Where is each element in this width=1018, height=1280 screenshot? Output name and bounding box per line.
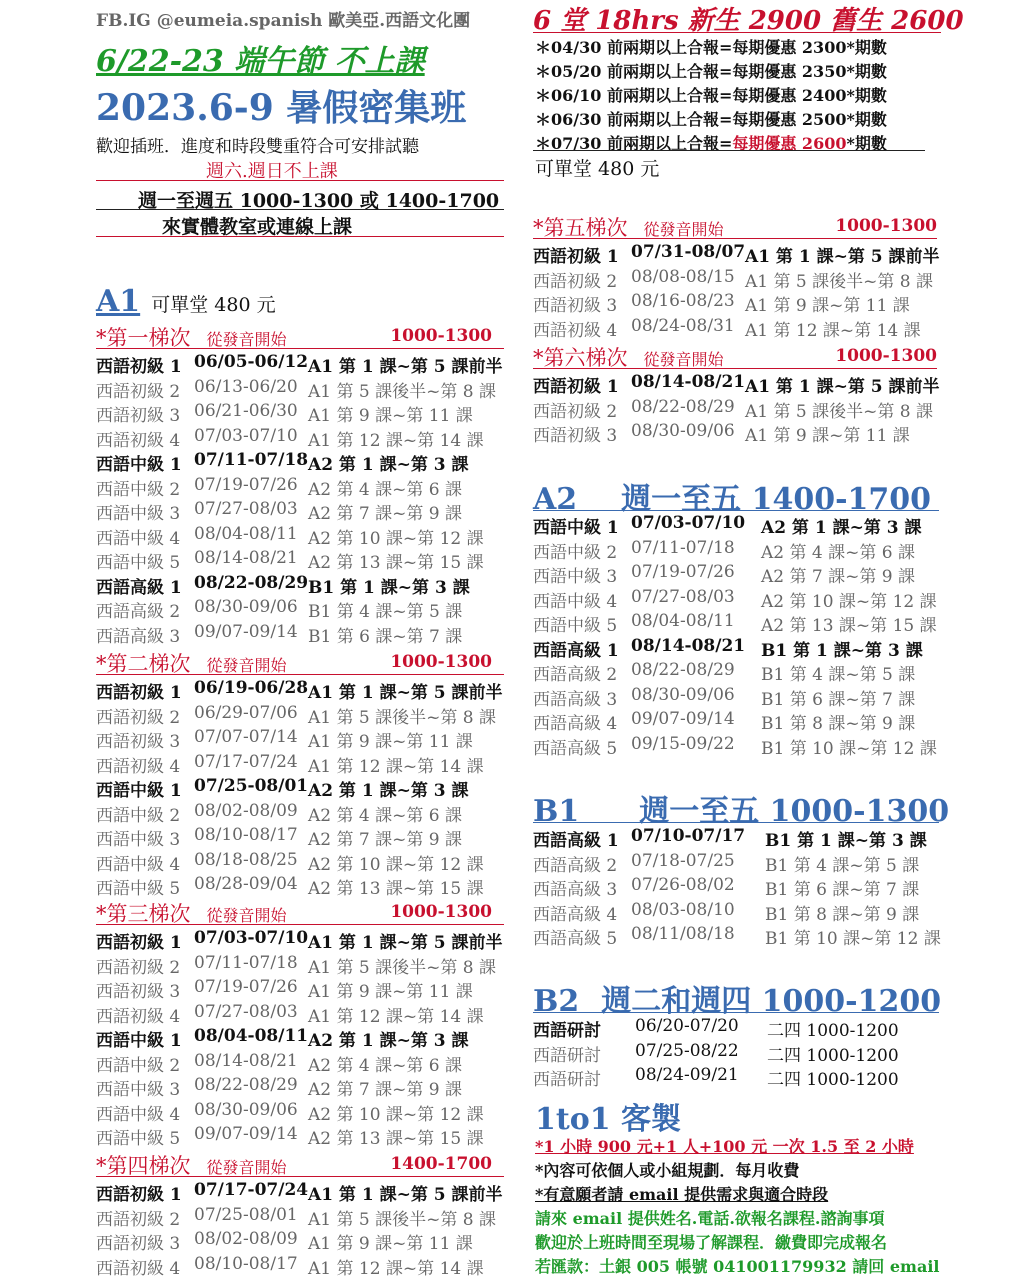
date-range: 08/04-08/11: [194, 523, 298, 544]
b1-header: [533, 786, 949, 830]
table-row: [96, 801, 516, 825]
date-range: 07/19-07/26: [194, 474, 298, 495]
lesson-range: A1 第 9 課~第 11 課: [308, 982, 473, 1002]
date-range: 08/22-08/29: [194, 1075, 298, 1095]
custom-green1: 請來 email 提供姓名.電話.欲報名課程.諮詢事項: [535, 1209, 885, 1228]
lesson-range: A1 第 1 課~第 5 課前半: [308, 357, 503, 377]
lesson-range: B1 第 4 課~第 5 課: [765, 855, 920, 876]
date-range: 06/13-06/20: [194, 376, 298, 397]
date-range: 07/11-07/18: [631, 537, 735, 558]
pricing-title: 6 堂 18hrs 新生 2900 舊生 2600: [533, 6, 964, 36]
date-range: 07/11-07/18: [194, 450, 309, 470]
pricing-line: ＊06/10 前兩期以上合報=每期優惠 2400*期數: [535, 86, 887, 105]
course-name: 西語初級 4: [533, 320, 618, 341]
lesson-range: A1 第 9 課~第 11 課: [308, 1234, 473, 1254]
lesson-range: A1 第 12 課~第 14 課: [308, 430, 484, 451]
course-name: 西語中級 4: [96, 854, 181, 875]
weekday-time: 二四 1000-1200: [767, 1045, 899, 1066]
course-name: 西語初級 2: [96, 957, 181, 978]
custom-line1: *內容可依個人或小組規劃．每月收費: [535, 1161, 800, 1180]
batch-tag: 從發音開始: [206, 656, 287, 675]
table-row: [96, 401, 516, 425]
pricing-line: ＊06/30 前兩期以上合報=每期優惠 2500*期數: [535, 110, 887, 129]
custom-title: 1to1 客製: [535, 1102, 682, 1137]
date-range: 07/07-07/14: [194, 727, 298, 747]
course-name: 西語中級 1: [96, 1031, 182, 1051]
date-range: 06/19-06/28: [194, 678, 309, 698]
batch-tag: 從發音開始: [643, 220, 724, 239]
date-range: 07/11-07/18: [194, 952, 298, 973]
table-row: [533, 1041, 953, 1065]
course-name: 西語初級 1: [96, 683, 182, 703]
course-name: 西語中級 3: [96, 1080, 181, 1100]
date-range: 08/28-09/04: [194, 874, 298, 894]
lesson-range: B1 第 6 課~第 7 課: [308, 626, 463, 647]
table-row: [96, 475, 516, 499]
date-range: 08/14-08/21: [631, 372, 746, 392]
lesson-range: A1 第 9 課~第 11 課: [308, 732, 473, 752]
table-row: [96, 352, 516, 376]
table-row: [96, 703, 516, 727]
lesson-range: A2 第 7 課~第 9 課: [308, 1080, 462, 1100]
table-row: [96, 874, 516, 898]
lesson-range: A2 第 13 課~第 15 課: [308, 553, 484, 573]
table-row: [96, 1100, 516, 1124]
lesson-range: A1 第 5 課後半~第 8 課: [308, 707, 496, 728]
lesson-range: B1 第 8 課~第 9 課: [765, 904, 920, 925]
lesson-range: A2 第 13 課~第 15 課: [761, 616, 937, 636]
table-row: [533, 267, 953, 291]
a2-level: A2: [533, 482, 578, 517]
batch-name: *第四梯次: [96, 1154, 191, 1178]
date-range: 06/29-07/06: [194, 702, 298, 723]
date-range: 07/19-07/26: [194, 977, 298, 997]
a2-time: 週一至五 1400-1700: [621, 482, 932, 517]
table-row: [533, 636, 953, 660]
lesson-range: A1 第 1 課~第 5 課前半: [308, 1185, 503, 1205]
lesson-range: A1 第 12 課~第 14 課: [308, 1006, 484, 1027]
table-row: [96, 1205, 516, 1229]
batch-time: 1400-1700: [390, 1154, 492, 1174]
lesson-range: A1 第 5 課後半~第 8 課: [745, 271, 933, 292]
date-range: 08/03-08/10: [631, 899, 735, 920]
course-name: 西語中級 5: [96, 553, 181, 573]
fb-ig-handle: FB.IG @eumeia.spanish 歐美亞.西語文化團: [96, 11, 471, 31]
date-range: 07/26-08/02: [631, 875, 735, 895]
table-row: [533, 1016, 953, 1040]
a1-level: A1: [96, 284, 141, 319]
lesson-range: B1 第 6 課~第 7 課: [765, 880, 920, 900]
lesson-range: B1 第 1 課~第 3 課: [765, 831, 927, 851]
date-range: 06/21-06/30: [194, 401, 298, 421]
date-range: 08/16-08/23: [631, 291, 735, 311]
batch-time: 1000-1300: [390, 326, 492, 346]
date-range: 08/30-09/06: [631, 684, 735, 705]
date-range: 07/03-07/10: [194, 928, 309, 948]
lesson-range: A2 第 4 課~第 6 課: [761, 542, 915, 563]
table-row: [96, 426, 516, 450]
date-range: 09/07-09/14: [631, 709, 735, 729]
date-range: 07/03-07/10: [631, 513, 746, 533]
date-range: 07/27-08/03: [631, 586, 735, 607]
lesson-range: A2 第 13 課~第 15 課: [308, 1129, 484, 1149]
pricing-last-c: *期數: [846, 134, 887, 153]
page-title: 2023.6-9 暑假密集班: [96, 87, 467, 129]
table-row: [533, 316, 953, 340]
course-name: 西語初級 4: [96, 430, 181, 451]
course-name: 西語中級 1: [533, 518, 619, 538]
course-name: 西語初級 2: [96, 707, 181, 728]
schedule-line: 週一至週五 1000-1300 或 1400-1700: [138, 190, 500, 212]
weekday-time: 二四 1000-1200: [767, 1021, 899, 1041]
batch-name: *第三梯次: [96, 902, 191, 926]
lesson-range: A2 第 10 課~第 12 課: [761, 591, 937, 612]
course-name: 西語中級 4: [533, 591, 618, 612]
date-range: 08/04-08/11: [194, 1026, 309, 1046]
table-row: [96, 776, 516, 800]
course-name: 西語高級 2: [533, 855, 618, 876]
batch-time: 1000-1300: [835, 346, 937, 366]
table-row: [96, 450, 516, 474]
course-name: 西語中級 2: [96, 479, 181, 500]
table-row: [533, 538, 953, 562]
pricing-single: 可單堂 480 元: [535, 158, 660, 180]
course-name: 西語研討: [533, 1045, 601, 1066]
date-range: 08/18-08/25: [194, 849, 298, 870]
lesson-range: B1 第 10 課~第 12 課: [765, 929, 941, 949]
table-row: [533, 611, 953, 635]
pricing-line: ＊05/20 前兩期以上合報=每期優惠 2350*期數: [535, 62, 887, 81]
date-range: 07/03-07/10: [194, 425, 298, 446]
pricing-last-a: ＊07/30 前兩期以上合報=: [535, 134, 733, 153]
lesson-range: B1 第 4 課~第 5 課: [308, 602, 463, 622]
batch-name: *第六梯次: [533, 346, 628, 370]
course-name: 西語初級 1: [96, 357, 182, 377]
table-row: [96, 1026, 516, 1050]
lesson-range: A1 第 9 課~第 11 課: [308, 406, 473, 426]
course-name: 西語中級 1: [96, 455, 182, 475]
course-name: 西語中級 3: [533, 567, 618, 587]
course-name: 西語高級 2: [533, 665, 618, 685]
table-row: [533, 397, 953, 421]
table-row: [96, 752, 516, 776]
table-row: [533, 875, 953, 899]
lesson-range: A2 第 4 課~第 6 課: [308, 1055, 462, 1076]
table-row: [533, 851, 953, 875]
course-name: 西語初級 2: [533, 401, 618, 422]
lesson-range: A1 第 9 課~第 11 課: [745, 296, 910, 316]
course-name: 西語初級 3: [533, 296, 618, 316]
date-range: 09/07-09/14: [194, 621, 298, 642]
table-row: [96, 1229, 516, 1253]
lesson-range: A1 第 12 課~第 14 課: [308, 756, 484, 777]
course-name: 西語初級 1: [533, 247, 619, 267]
date-range: 07/10-07/17: [631, 826, 746, 846]
lesson-range: B1 第 1 課~第 3 課: [308, 577, 470, 598]
table-row: [533, 660, 953, 684]
batch-time: 1000-1300: [390, 652, 492, 672]
table-row: [96, 1180, 516, 1204]
course-name: 西語高級 2: [96, 602, 181, 622]
course-name: 西語中級 1: [96, 781, 182, 801]
course-name: 西語中級 2: [533, 542, 618, 563]
lesson-range: A2 第 7 課~第 9 課: [308, 504, 462, 524]
a2-header: [533, 474, 931, 518]
lesson-range: A1 第 12 課~第 14 課: [308, 1258, 484, 1279]
date-range: 08/30-09/06: [194, 1099, 298, 1120]
date-range: 09/07-09/14: [194, 1124, 298, 1144]
lesson-range: A2 第 10 課~第 12 課: [308, 1104, 484, 1125]
lesson-range: B1 第 8 課~第 9 課: [761, 714, 916, 734]
lesson-range: B1 第 10 課~第 12 課: [761, 738, 937, 759]
batch-tag: 從發音開始: [206, 330, 287, 349]
date-range: 07/17-07/24: [194, 751, 298, 772]
table-row: [533, 924, 953, 948]
lesson-range: A1 第 1 課~第 5 課前半: [308, 683, 503, 703]
lesson-range: A1 第 1 課~第 5 課前半: [745, 247, 940, 267]
table-row: [96, 1075, 516, 1099]
course-name: 西語初級 2: [533, 271, 618, 292]
table-row: [96, 622, 516, 646]
date-range: 08/14-08/21: [194, 548, 298, 568]
mode-line: 來實體教室或連線上課: [162, 216, 353, 238]
table-row: [96, 928, 516, 952]
table-row: [533, 513, 953, 537]
date-range: 08/02-08/09: [194, 800, 298, 821]
lesson-range: A2 第 1 課~第 3 課: [308, 781, 469, 801]
table-row: [533, 826, 953, 850]
course-name: 西語高級 3: [533, 880, 618, 900]
batch-tag: 從發音開始: [206, 1158, 287, 1177]
lesson-range: A1 第 9 課~第 11 課: [745, 426, 910, 446]
course-name: 西語高級 5: [533, 738, 618, 759]
custom-line2: *有意願者請 email 提供需求與適合時段: [535, 1185, 829, 1204]
date-range: 08/30-09/06: [194, 597, 298, 617]
course-name: 西語中級 4: [96, 1104, 181, 1125]
course-name: 西語初級 2: [96, 1209, 181, 1230]
table-row: [96, 1124, 516, 1148]
lesson-range: A2 第 7 課~第 9 課: [761, 567, 915, 587]
table-row: [533, 587, 953, 611]
table-row: [96, 825, 516, 849]
date-range: 09/15-09/22: [631, 733, 735, 754]
table-row: [96, 678, 516, 702]
lesson-range: B1 第 6 課~第 7 課: [761, 689, 916, 710]
course-name: 西語初級 1: [533, 377, 619, 397]
batch-time: 1000-1300: [390, 902, 492, 922]
lesson-range: A2 第 10 課~第 12 課: [308, 528, 484, 549]
table-row: [96, 953, 516, 977]
course-name: 西語初級 4: [96, 756, 181, 777]
date-range: 07/25-08/01: [194, 1204, 298, 1225]
course-name: 西語中級 5: [96, 879, 181, 899]
course-name: 西語初級 3: [533, 426, 618, 446]
b2-header: [533, 976, 941, 1020]
lesson-range: A1 第 1 課~第 5 課前半: [745, 377, 940, 397]
table-row: [96, 1254, 516, 1278]
table-row: [96, 548, 516, 572]
date-range: 06/20-07/20: [635, 1016, 739, 1036]
course-name: 西語初級 3: [96, 982, 181, 1002]
course-name: 西語中級 2: [96, 805, 181, 826]
course-name: 西語研討: [533, 1021, 601, 1041]
table-row: [533, 562, 953, 586]
table-row: [533, 900, 953, 924]
date-range: 07/25-08/22: [635, 1040, 739, 1061]
course-name: 西語初級 3: [96, 1234, 181, 1254]
lesson-range: A2 第 1 課~第 3 課: [308, 455, 469, 475]
course-name: 西語高級 3: [96, 626, 181, 647]
b2-time: 週二和週四 1000-1200: [601, 984, 942, 1019]
date-range: 08/10-08/17: [194, 825, 298, 845]
weekday-time: 二四 1000-1200: [767, 1070, 899, 1090]
course-name: 西語高級 3: [533, 689, 618, 710]
date-range: 08/24-09/21: [635, 1065, 739, 1085]
batch-tag: 從發音開始: [643, 350, 724, 369]
date-range: 08/04-08/11: [631, 611, 735, 631]
course-name: 西語初級 3: [96, 732, 181, 752]
course-name: 西語高級 5: [533, 929, 618, 949]
b2-level: B2: [533, 984, 580, 1019]
batch-name: *第二梯次: [96, 652, 191, 676]
table-row: [96, 727, 516, 751]
course-name: 西語研討: [533, 1070, 601, 1090]
date-range: 08/11/08/18: [631, 924, 735, 944]
course-name: 西語中級 3: [96, 830, 181, 850]
b1-time: 週一至五 1000-1300: [639, 794, 950, 829]
a1-header: [96, 284, 276, 319]
date-range: 06/05-06/12: [194, 352, 309, 372]
lesson-range: A1 第 1 課~第 5 課前半: [308, 933, 503, 953]
date-range: 08/22-08/29: [194, 572, 309, 593]
weekend-notice: 週六.週日不上課: [206, 161, 338, 182]
batch-time: 1000-1300: [835, 216, 937, 236]
custom-green3: 若匯款：土銀 005 帳號 041001179932 請回 email: [535, 1257, 940, 1276]
course-name: 西語初級 1: [96, 1185, 182, 1205]
table-row: [96, 1002, 516, 1026]
table-row: [96, 1051, 516, 1075]
table-row: [96, 377, 516, 401]
batch-name: *第一梯次: [96, 326, 191, 350]
course-name: 西語初級 4: [96, 1006, 181, 1027]
table-row: [533, 1065, 953, 1089]
date-range: 08/10-08/17: [194, 1253, 298, 1274]
table-row: [96, 977, 516, 1001]
lesson-range: A2 第 1 課~第 3 課: [308, 1031, 469, 1051]
date-range: 08/14-08/21: [194, 1050, 298, 1071]
date-range: 08/30-09/06: [631, 421, 735, 441]
date-range: 07/27-08/03: [194, 499, 298, 519]
a1-single-price: 可單堂 480 元: [151, 294, 276, 316]
course-name: 西語高級 4: [533, 714, 618, 734]
course-name: 西語高級 1: [533, 640, 619, 661]
lesson-range: A1 第 5 課後半~第 8 課: [308, 1209, 496, 1230]
date-range: 07/27-08/03: [194, 1001, 298, 1022]
pricing-line: ＊04/30 前兩期以上合報=每期優惠 2300*期數: [535, 38, 887, 57]
table-row: [533, 685, 953, 709]
custom-green2: 歡迎於上班時間至現場了解課程．繳費即完成報名: [535, 1233, 888, 1252]
date-range: 07/18-07/25: [631, 850, 735, 871]
table-row: [533, 421, 953, 445]
lesson-range: A2 第 1 課~第 3 課: [761, 518, 922, 538]
batch-name: *第五梯次: [533, 216, 628, 240]
lesson-range: A1 第 5 課後半~第 8 課: [745, 401, 933, 422]
lesson-range: B1 第 4 課~第 5 課: [761, 665, 916, 685]
custom-price: *1 小時 900 元+1 人+100 元 一次 1.5 至 2 小時: [535, 1137, 914, 1156]
batch-tag: 從發音開始: [206, 906, 287, 925]
table-row: [533, 242, 953, 266]
date-range: 08/08-08/15: [631, 266, 735, 287]
course-name: 西語中級 2: [96, 1055, 181, 1076]
date-range: 08/22-08/29: [631, 660, 735, 680]
lesson-range: A1 第 12 課~第 14 課: [745, 320, 921, 341]
course-name: 西語高級 1: [533, 831, 619, 851]
lesson-range: A2 第 13 課~第 15 課: [308, 879, 484, 899]
course-name: 西語初級 3: [96, 406, 181, 426]
lesson-range: A2 第 4 課~第 6 課: [308, 805, 462, 826]
table-row: [96, 850, 516, 874]
lesson-range: A2 第 7 課~第 9 課: [308, 830, 462, 850]
course-name: 西語中級 3: [96, 504, 181, 524]
table-row: [96, 573, 516, 597]
course-name: 西語中級 5: [96, 1129, 181, 1149]
lesson-range: A1 第 5 課後半~第 8 課: [308, 381, 496, 402]
date-range: 07/25-08/01: [194, 776, 309, 796]
date-range: 07/31-08/07: [631, 242, 746, 262]
table-row: [96, 597, 516, 621]
date-range: 07/19-07/26: [631, 562, 735, 582]
course-name: 西語中級 5: [533, 616, 618, 636]
table-row: [533, 291, 953, 315]
table-row: [96, 499, 516, 523]
date-range: 07/17-07/24: [194, 1180, 309, 1200]
table-row: [533, 709, 953, 733]
course-name: 西語高級 1: [96, 577, 182, 598]
date-range: 08/24-08/31: [631, 315, 735, 336]
holiday-notice: 6/22-23 端午節 不上課: [96, 44, 425, 79]
table-row: [533, 372, 953, 396]
lesson-range: A1 第 5 課後半~第 8 課: [308, 957, 496, 978]
welcome-text: 歡迎插班．進度和時段雙重符合可安排試聽: [96, 137, 419, 157]
date-range: 08/14-08/21: [631, 635, 746, 656]
lesson-range: A2 第 10 課~第 12 課: [308, 854, 484, 875]
course-name: 西語初級 1: [96, 933, 182, 953]
table-row: [96, 524, 516, 548]
date-range: 08/22-08/29: [631, 396, 735, 417]
b1-level: B1: [533, 794, 580, 829]
course-name: 西語初級 4: [96, 1258, 181, 1279]
lesson-range: B1 第 1 課~第 3 課: [761, 640, 923, 661]
course-name: 西語高級 4: [533, 904, 618, 925]
course-name: 西語中級 4: [96, 528, 181, 549]
table-row: [533, 734, 953, 758]
date-range: 08/02-08/09: [194, 1229, 298, 1249]
pricing-last-b: 每期優惠 2600: [732, 134, 847, 153]
lesson-range: A2 第 4 課~第 6 課: [308, 479, 462, 500]
course-name: 西語初級 2: [96, 381, 181, 402]
